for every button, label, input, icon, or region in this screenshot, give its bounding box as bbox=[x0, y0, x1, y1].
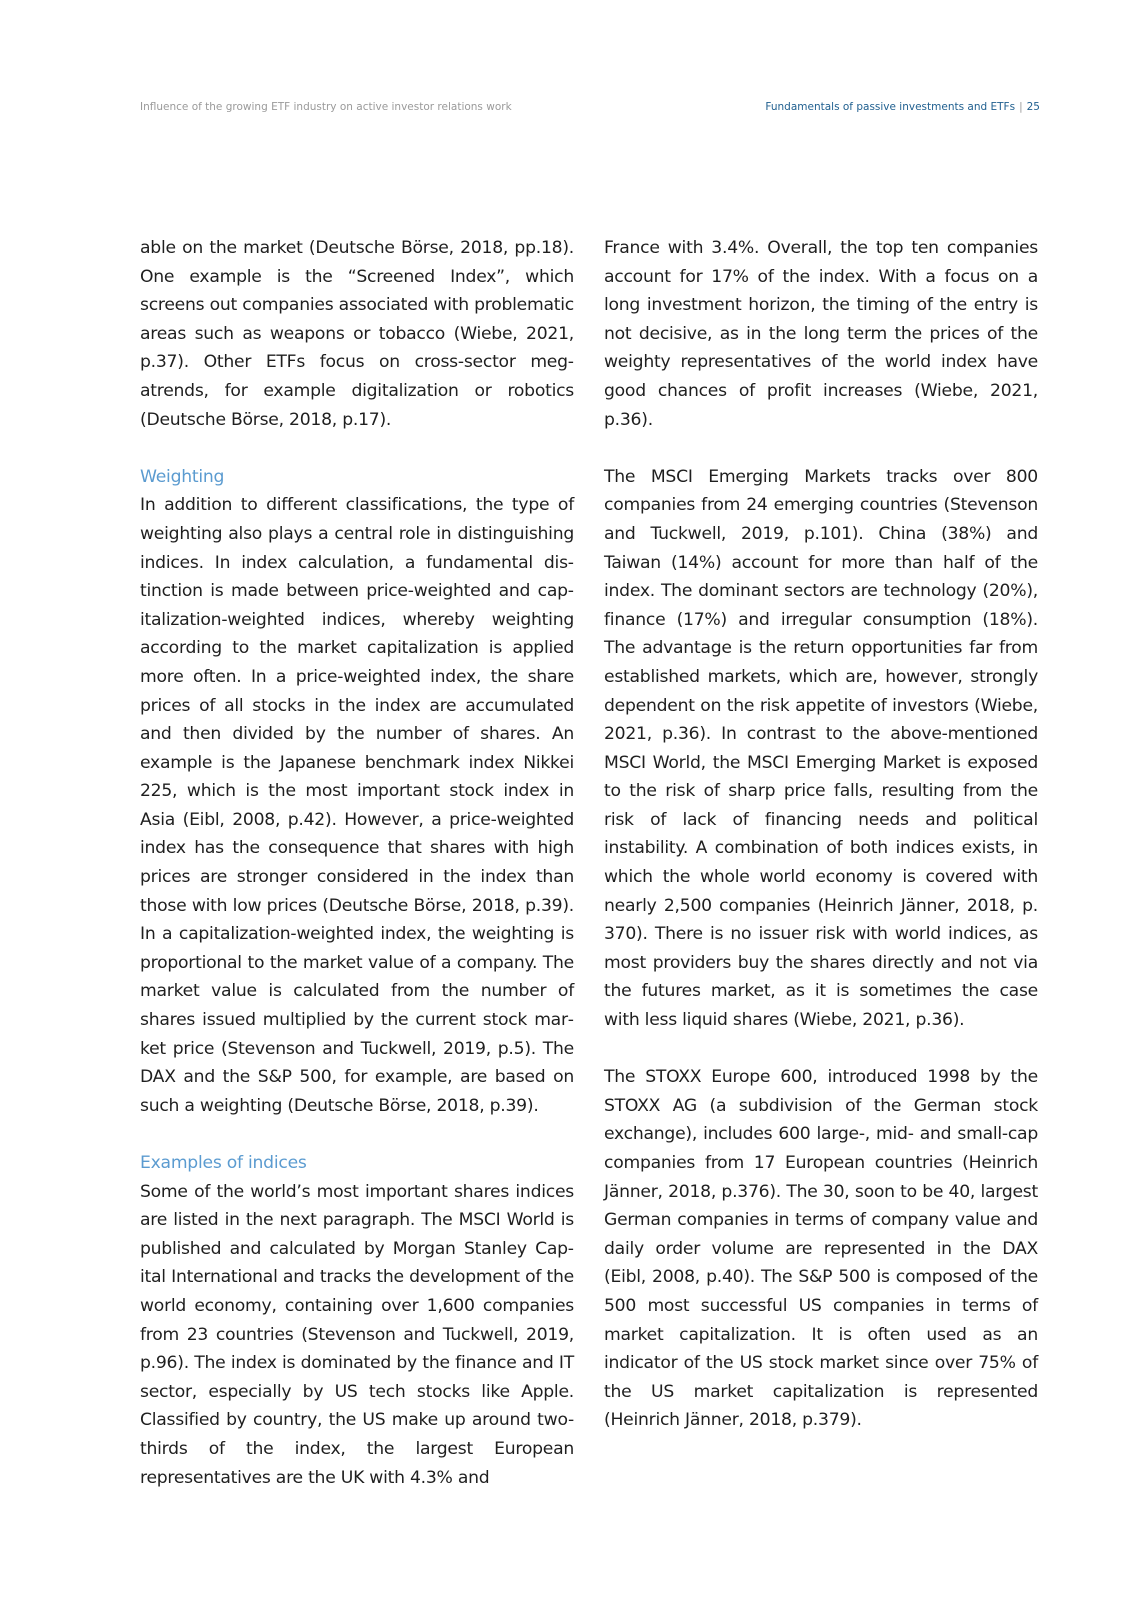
paragraph-weighting: In addition to different classifications, the type of weighting also plays a central role in distinguishing indices. In index calculation, a fundamental distinction is made between price-weighted and capitalization-weighted indices, whereby weighting according to the market capitalization is applied more often. In a price-weighted index, the share prices of all stocks in the index are accumulated and then divided by the number of shares. An example is the Japanese benchmark index Nikkei 225, which is the most important stock index in Asia (Eibl, 2008, p.42). However, a price-weighted index has the consequence that shares with high prices are stronger considered in the index than those with low prices (Deutsche Börse, 2018, p.39). In a capitalization-weighted index, the weighting is proportional to the market value of a company. The market value is calculated from the number of shares issued multiplied by the current stock market price (Stevenson and Tuckwell, 2019, p.5). The DAX and the S&P 500, for example, are based on such a weighting (Deutsche Börse, 2018, p.39). bbox=[140, 495, 574, 1116]
running-header bbox=[140, 99, 1040, 115]
header-separator: | bbox=[1019, 101, 1023, 113]
paragraph-msci-world-continued: France with 3.4%. Overall, the top ten companies account for 17% of the index. With a focus on a long investment horizon, the timing of the entry is not decisive, as in the long term the prices of the weighty representatives of the world index have good chances of profit increases (Wiebe, 2021, p.36). bbox=[604, 238, 1038, 430]
right-column bbox=[604, 234, 1038, 1435]
paragraph-examples-of-indices: Some of the world’s most important shares indices are listed in the next paragraph. The MSCI World is published and calculated by Morgan Stanley Capital International and tracks the development of the world economy, containing over 1,600 companies from 23 countries (Stevenson and Tuckwell, 2019, p.96). The index is dominated by the finance and IT sector, especially by US tech stocks like Apple. Classified by country, the US make up around two-thirds of the index, the largest European representatives are the UK with 4.3% and bbox=[140, 1181, 574, 1488]
section-title: Fundamentals of passive investments and ETFs bbox=[765, 101, 1016, 113]
paragraph-sector-indices: able on the market (Deutsche Börse, 2018, pp.18). One example is the “Screened Index”, which screens out companies associated with problematic areas such as weapons or tobacco (Wiebe, 2021, p.37). Other ETFs focus on cross-sector megatrends, for example digitalization or robotics (Deutsche Börse, 2018, p.17). bbox=[140, 238, 574, 430]
document-title: Influence of the growing ETF industry on active investor relations work bbox=[140, 101, 512, 113]
subheading-examples-of-indices: Examples of indices bbox=[140, 1153, 307, 1173]
section-title-and-page bbox=[765, 99, 1040, 115]
paragraph-msci-emerging-markets: The MSCI Emerging Markets tracks over 800 companies from 24 emerging countries (Stevenson and Tuckwell, 2019, p.101). China (38%) and Taiwan (14%) account for more than half of the index. The dominant sectors are technology (20%), finance (17%) and irregular consumption (18%). The advantage is the return opportunities far from established markets, which are, however, strongly dependent on the risk appetite of investors (Wiebe, 2021, p.36). In contrast to the above-mentioned MSCI World, the MSCI Emerging Market is exposed to the risk of sharp price falls, resulting from the risk of lack of financing needs and political instability. A combination of both indices exists, in which the whole world economy is covered with nearly 2,500 companies (Heinrich Jänner, 2018, p. 370). There is no issuer risk with world indices, as most providers buy the shares directly and not via the futures market, as it is sometimes the case with less liquid shares (Wiebe, 2021, p.36). bbox=[604, 466, 1038, 1031]
left-column bbox=[140, 234, 574, 1492]
paragraph-stoxx-dax-sp500: The STOXX Europe 600, introduced 1998 by the STOXX AG (a subdivision of the German stock exchange), includes 600 large-, mid- and small-cap companies from 17 European countries (Heinrich Jänner, 2018, p.376). The 30, soon to be 40, largest German companies in terms of company value and daily order volume are represented in the DAX (Eibl, 2008, p.40). The S&P 500 is composed of the 500 most successful US companies in terms of market capitalization. It is often used as an indicator of the US stock market since over 75% of the US market capitalization is represented (Heinrich Jänner, 2018, p.379). bbox=[604, 1067, 1038, 1431]
subheading-weighting: Weighting bbox=[140, 466, 225, 487]
page-number: 25 bbox=[1026, 101, 1040, 113]
